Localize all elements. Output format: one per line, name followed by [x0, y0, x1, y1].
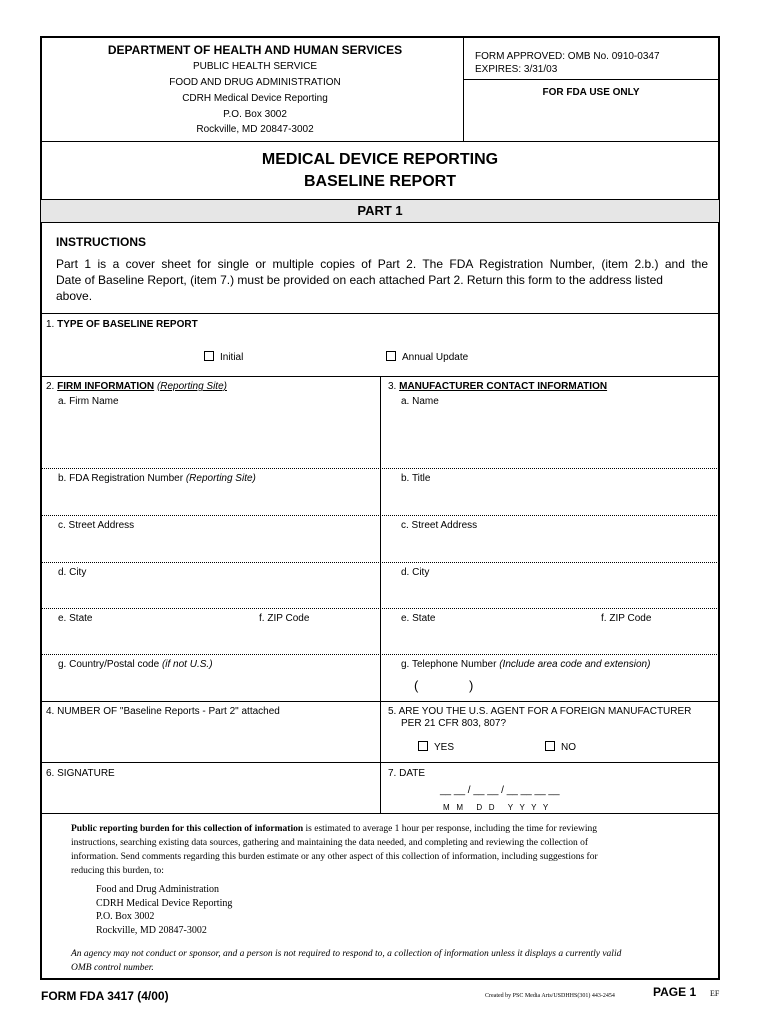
header-city: Rockville, MD 20847-3002	[196, 124, 314, 135]
contact-street-field[interactable]	[401, 534, 713, 560]
divider	[41, 141, 719, 142]
firm-state-field[interactable]	[58, 627, 248, 653]
contact-title-field[interactable]	[401, 487, 713, 513]
row-divider	[41, 515, 719, 516]
initial-option[interactable]	[204, 351, 243, 363]
form-id: FORM FDA 3417 (4/00)	[41, 989, 169, 1003]
no-checkbox[interactable]	[545, 741, 555, 751]
no-label: NO	[561, 742, 576, 753]
contact-state-label: e. State	[401, 613, 436, 624]
burden-bold-lead: Public reporting burden for this collection of information	[71, 824, 304, 834]
fda-registration-field[interactable]	[58, 487, 374, 513]
section7-label: 7. DATE	[388, 768, 426, 779]
contact-city-label: d. City	[401, 567, 430, 578]
section1-number: 1.	[46, 319, 55, 330]
firm-zip-label: f. ZIP Code	[259, 613, 310, 624]
section2-note: (Reporting Site)	[156, 381, 227, 392]
public-health-service: PUBLIC HEALTH SERVICE	[192, 61, 318, 72]
contact-state-field[interactable]	[401, 627, 591, 653]
expiration-date: EXPIRES: 3/31/03	[475, 64, 558, 75]
area-code-close-paren: )	[469, 678, 474, 693]
contact-name-label: a. Name	[401, 396, 439, 407]
row-divider	[41, 654, 719, 655]
section3-label	[388, 381, 607, 392]
section4-label: 4. NUMBER OF "Baseline Reports - Part 2" attached	[46, 706, 280, 717]
contact-city-field[interactable]	[401, 581, 713, 607]
firm-state-label: e. State	[58, 613, 93, 624]
instructions-line3: above.	[56, 289, 93, 303]
telephone-field[interactable]	[420, 676, 713, 698]
fda-use-only: FOR FDA USE ONLY	[542, 87, 640, 98]
burden-addr2: CDRH Medical Device Reporting	[96, 897, 233, 909]
telephone-label	[401, 659, 650, 670]
annual-update-checkbox[interactable]	[386, 351, 396, 361]
fda-registration-text: b. FDA Registration Number	[58, 473, 184, 484]
section2-label	[46, 381, 227, 392]
column-divider	[380, 376, 381, 813]
yes-checkbox[interactable]	[418, 741, 428, 751]
burden-addr4: Rockville, MD 20847-3002	[96, 924, 207, 936]
burden-addr1: Food and Drug Administration	[96, 884, 220, 895]
agency-name: FOOD AND DRUG ADMINISTRATION	[169, 77, 341, 88]
firm-street-field[interactable]	[58, 534, 374, 560]
burden-line2: instructions, searching existing data sources, gathering and maintaining the data needed, and completing and reviewing the collection of	[71, 838, 589, 848]
firm-country-note: (if not U.S.)	[161, 659, 213, 670]
initial-checkbox[interactable]	[204, 351, 214, 361]
section1-title: TYPE OF BASELINE REPORT	[57, 319, 198, 330]
omb-notice-line2: OMB control number.	[71, 963, 154, 973]
burden-line3: information. Send comments regarding this burden estimate or any other aspect of this collection of information, including suggestions for	[71, 852, 598, 862]
date-format-hint: M M D D Y Y Y Y	[443, 803, 549, 812]
firm-zip-field[interactable]	[259, 627, 374, 653]
fda-registration-note: (Reporting Site)	[185, 473, 256, 484]
contact-zip-label: f. ZIP Code	[601, 613, 652, 624]
firm-city-field[interactable]	[58, 581, 374, 607]
contact-street-label: c. Street Address	[401, 520, 478, 531]
burden-line1	[71, 822, 691, 836]
burden-line1-rest: is estimated to average 1 hour per response, including the time for reviewing	[305, 824, 598, 834]
firm-city-label: d. City	[58, 567, 87, 578]
contact-name-field[interactable]	[401, 410, 713, 466]
section5-line2: PER 21 CFR 803, 807?	[401, 718, 507, 729]
telephone-text: g. Telephone Number	[401, 659, 497, 670]
form-title-line1: MEDICAL DEVICE REPORTING	[261, 151, 499, 168]
contact-title-label: b. Title	[401, 473, 431, 484]
no-option[interactable]	[545, 741, 576, 753]
section3-number: 3.	[388, 381, 397, 392]
date-field[interactable]: __ __ / __ __ / __ __ __ __	[440, 785, 560, 796]
header-po-box: P.O. Box 3002	[223, 109, 287, 120]
report-count-field[interactable]	[58, 722, 374, 758]
part-label: PART 1	[357, 203, 403, 218]
omb-notice-line1: An agency may not conduct or sponsor, and a person is not required to respond to, a collection of information unless it displays a currently valid	[71, 949, 622, 959]
section2-number: 2.	[46, 381, 55, 392]
area-code-open-paren: (	[414, 678, 419, 693]
firm-street-label: c. Street Address	[58, 520, 135, 531]
row-divider	[41, 608, 719, 609]
row-divider	[41, 562, 719, 563]
divider	[41, 762, 719, 763]
burden-line4: reducing this burden, to:	[71, 866, 164, 876]
firm-name-label: a. Firm Name	[58, 396, 119, 407]
divider	[41, 813, 719, 814]
row-divider	[41, 468, 719, 469]
instructions-heading: INSTRUCTIONS	[56, 235, 146, 249]
omb-notice	[71, 947, 621, 975]
firm-country-label	[58, 659, 213, 670]
telephone-note: (Include area code and extension)	[499, 659, 651, 670]
yes-option[interactable]	[418, 741, 454, 753]
department-name: DEPARTMENT OF HEALTH AND HUMAN SERVICES	[107, 43, 403, 57]
fda-registration-label	[58, 473, 256, 484]
division-name: CDRH Medical Device Reporting	[182, 93, 328, 104]
burden-addr3: P.O. Box 3002	[96, 911, 155, 922]
instructions-line2: Date of Baseline Report, (item 7.) must be provided on each attached Part 2. Return this form to the address listed	[56, 273, 663, 287]
part-banner	[41, 199, 719, 223]
instructions-line1: Part 1 is a cover sheet for single or multiple copies of Part 2. The FDA Registration Number, (item 2.b.) and the	[56, 257, 708, 271]
created-by: Created by PSC Media Arts/USDHHS(301) 443-2454	[485, 993, 615, 999]
firm-country-text: g. Country/Postal code	[58, 659, 160, 670]
burden-address	[96, 883, 232, 937]
divider	[41, 701, 719, 702]
omb-number: FORM APPROVED: OMB No. 0910-0347	[475, 51, 660, 62]
page-number: PAGE 1	[653, 985, 697, 999]
fda-use-divider	[463, 79, 719, 80]
ef-mark: EF	[710, 989, 720, 998]
firm-country-field[interactable]	[58, 673, 374, 699]
section3-title: MANUFACTURER CONTACT INFORMATION	[399, 381, 608, 392]
signature-field[interactable]	[58, 782, 374, 810]
form-title-line2: BASELINE REPORT	[303, 173, 456, 190]
yes-label: YES	[434, 742, 455, 753]
firm-name-field[interactable]	[58, 410, 374, 466]
annual-update-label: Annual Update	[402, 352, 469, 363]
initial-label: Initial	[220, 352, 244, 363]
section6-label: 6. SIGNATURE	[46, 768, 115, 779]
burden-statement	[71, 822, 691, 878]
section1-label	[46, 319, 198, 330]
section2-title: FIRM INFORMATION	[57, 381, 155, 392]
annual-update-option[interactable]	[386, 351, 468, 363]
section5-line1: 5. ARE YOU THE U.S. AGENT FOR A FOREIGN MANUFACTURER	[388, 706, 692, 717]
divider	[41, 313, 719, 314]
contact-zip-field[interactable]	[601, 627, 713, 653]
